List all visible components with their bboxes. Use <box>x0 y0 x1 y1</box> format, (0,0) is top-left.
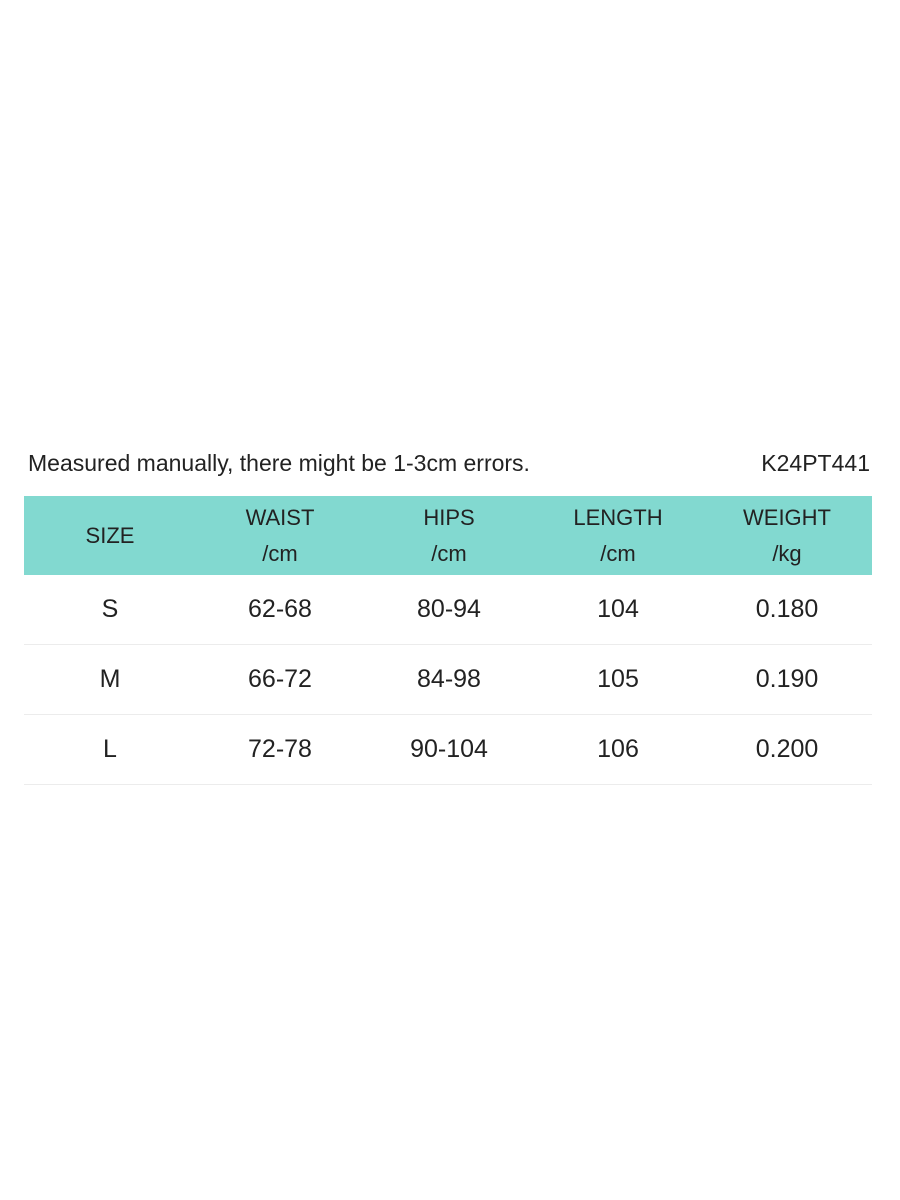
column-header-label: SIZE <box>85 522 135 548</box>
column-header-label: LENGTH <box>573 504 663 530</box>
header-note-row <box>28 446 870 480</box>
column-header-unit: /kg <box>772 540 802 566</box>
cell-weight: 0.180 <box>702 575 872 645</box>
cell-waist: 72-78 <box>196 715 364 785</box>
column-header-unit: /cm <box>600 540 636 566</box>
cell-weight: 0.190 <box>702 645 872 715</box>
table-row <box>24 715 872 785</box>
column-header-size <box>24 496 196 575</box>
cell-length: 106 <box>534 715 702 785</box>
cell-size: M <box>24 645 196 715</box>
column-header-label: HIPS <box>423 504 475 530</box>
cell-length: 105 <box>534 645 702 715</box>
column-header-label: WEIGHT <box>743 504 831 530</box>
cell-hips: 84-98 <box>364 645 534 715</box>
column-header-weight <box>702 496 872 575</box>
column-header-waist <box>196 496 364 575</box>
cell-hips: 80-94 <box>364 575 534 645</box>
column-header-hips <box>364 496 534 575</box>
table-row <box>24 645 872 715</box>
cell-size: L <box>24 715 196 785</box>
column-header-length <box>534 496 702 575</box>
cell-hips: 90-104 <box>364 715 534 785</box>
cell-size: S <box>24 575 196 645</box>
cell-waist: 62-68 <box>196 575 364 645</box>
column-header-unit: /cm <box>262 540 298 566</box>
table-row <box>24 575 872 645</box>
measurement-note: Measured manually, there might be 1-3cm errors. <box>28 449 530 476</box>
column-header-unit: /cm <box>431 540 467 566</box>
cell-weight: 0.200 <box>702 715 872 785</box>
table-header-row <box>24 496 872 575</box>
size-chart-table <box>24 496 872 785</box>
column-header-label: WAIST <box>245 504 315 530</box>
cell-waist: 66-72 <box>196 645 364 715</box>
product-code: K24PT441 <box>761 449 870 476</box>
cell-length: 104 <box>534 575 702 645</box>
